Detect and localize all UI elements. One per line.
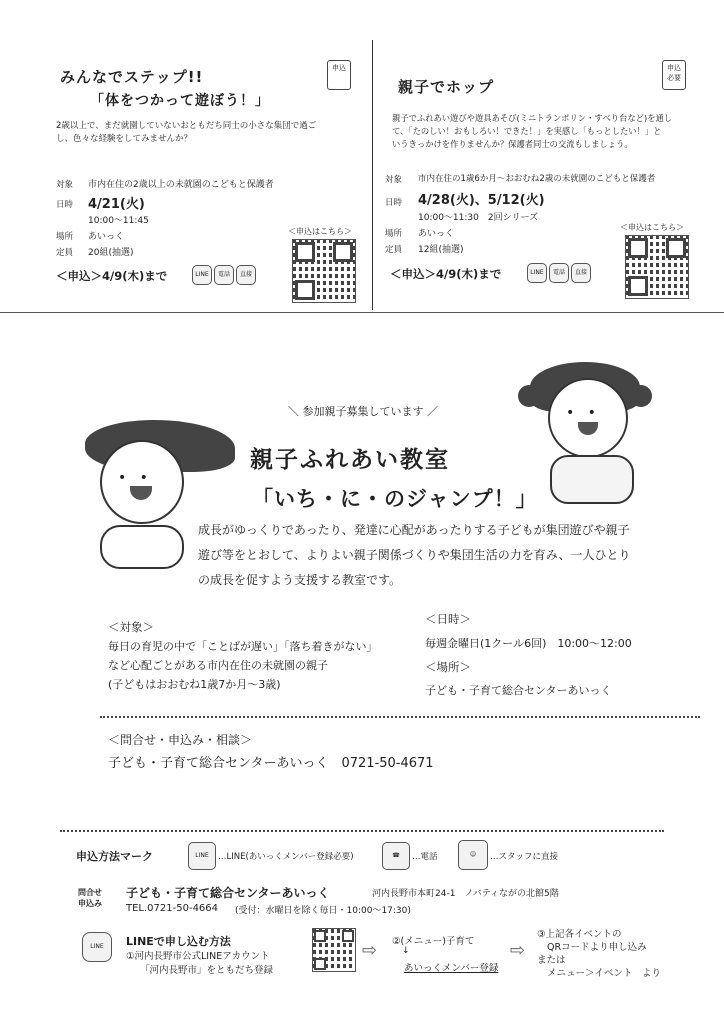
left-qr-code-icon[interactable]	[292, 239, 356, 303]
right-place-value: あいっく	[418, 229, 455, 239]
right-time-value: 10:00～11:30 2回シリーズ	[418, 213, 539, 223]
left-capacity-value: 20組(抽選)	[88, 248, 134, 258]
center-tel: TEL.0721-50-4664	[126, 903, 219, 914]
contact-tag: 問合せ 申込み	[78, 888, 102, 908]
right-capacity-label: 定員	[385, 245, 403, 255]
line-mark-icon: LINE	[527, 263, 547, 283]
right-event-description: 親子でふれあい遊びや遊具あそび(ミニトランポリン・すべり台など)を通し て、「たのしい！おもしろい！できた！」を実感し「もっとしたい！」と いうきっかけを作りませんか？保護者同士の交流もしましょう。	[392, 113, 673, 149]
schedule-heading: ＜日時＞	[425, 612, 471, 626]
phone-mark-icon: 電話	[214, 265, 234, 285]
left-place-value: あいっく	[88, 232, 125, 242]
arrow-down-icon: ↓	[402, 946, 410, 956]
tel-mark-description: …電話	[412, 852, 438, 862]
left-date-value: 4/21(火)	[88, 197, 145, 212]
left-event-description: 2歳以上で、まだ就園していないおともだち同士の小さな集団で過ご し、色々な経験をしてみませんか？	[56, 121, 317, 144]
staff-mark-icon: 直接	[236, 265, 256, 285]
center-name: 子ども・子育て総合センターあいっく	[126, 886, 330, 900]
staff-mark-description: …スタッフに直接	[490, 852, 559, 862]
right-target-value: 市内在住の1歳6か月～おおむね2歳の未就園のこどもと保護者	[418, 174, 656, 184]
schedule-text: 毎週金曜日(1クール6回) 10:00～12:00	[425, 637, 632, 650]
staff-mark-icon: ☺	[458, 840, 488, 870]
left-deadline: ＜申込＞4/9(木)まで	[56, 269, 168, 283]
line-method-heading: LINEで申し込む方法	[126, 935, 231, 948]
apply-badge: 申込	[327, 60, 351, 90]
arrow-icon: ⇨	[362, 940, 378, 961]
left-time-value: 10:00～11:45	[88, 216, 149, 226]
classroom-title: 親子ふれあい教室	[250, 447, 450, 473]
right-target-label: 対象	[385, 175, 403, 185]
center-hours: (受付：水曜日を除く毎日・10:00～17:30)	[235, 906, 411, 916]
section-divider	[0, 312, 724, 313]
dotted-divider	[100, 716, 700, 718]
line-step2b: あいっくメンバー登録	[404, 963, 499, 974]
line-mark-icon: LINE	[192, 265, 212, 285]
classroom-subtitle: 「いち・に・のジャンプ！」	[252, 487, 538, 511]
center-address: 河内長野市本町24-1 ノバティながの北館5階	[372, 889, 559, 899]
target-details: 毎日の育児の中で「ことばが遅い」「落ち着きがない」 など心配ごとがある市内在住の未就園の親子 (子どもはおおむね1歳7か月～3歳)	[108, 640, 378, 691]
apply-required-badge: 申込 必要	[662, 60, 686, 90]
line-step2a: ②(メニュー)子育て	[392, 936, 475, 947]
arrow-icon: ⇨	[510, 940, 526, 961]
left-target-label: 対象	[56, 180, 74, 190]
right-place-label: 場所	[385, 229, 403, 239]
left-qr-label: ＜申込はこちら＞	[288, 227, 352, 236]
line-app-icon: LINE	[82, 932, 112, 962]
place-text: 子ども・子育て総合センターあいっく	[425, 684, 612, 697]
dotted-divider	[60, 830, 664, 832]
column-divider	[372, 40, 373, 310]
contact-text: 子ども・子育て総合センターあいっく 0721-50-4671	[108, 756, 434, 771]
apply-method-mark-label: 申込方法マーク	[76, 850, 153, 863]
contact-heading: ＜問合せ・申込み・相談＞	[108, 733, 253, 747]
phone-mark-icon: ☎	[382, 842, 410, 870]
right-qr-code-icon[interactable]	[625, 235, 689, 299]
right-capacity-value: 12組(抽選)	[418, 245, 464, 255]
right-deadline: ＜申込＞4/9(木)まで	[390, 267, 502, 281]
left-event-subtitle: 「体をつかって遊ぼう！」	[90, 93, 270, 109]
left-date-label: 日時	[56, 200, 74, 210]
left-target-value: 市内在住の2歳以上の未就園のこどもと保護者	[88, 180, 274, 190]
recruit-banner: ＼ 参加親子募集しています ／	[288, 405, 438, 418]
left-place-label: 場所	[56, 232, 74, 242]
line-mark-description: …LINE(あいっくメンバー登録必要)	[218, 852, 354, 862]
right-date-label: 日時	[385, 198, 403, 208]
left-capacity-label: 定員	[56, 248, 74, 258]
place-heading: ＜場所＞	[425, 660, 471, 674]
right-qr-label: ＜申込はこちら＞	[620, 223, 684, 232]
right-date-value: 4/28(火)、5/12(火)	[418, 193, 545, 208]
line-qr-code-icon[interactable]	[312, 928, 356, 972]
target-heading: ＜対象＞	[108, 620, 154, 634]
line-mark-icon: LINE	[188, 842, 216, 870]
phone-mark-icon: 電話	[549, 263, 569, 283]
staff-mark-icon: 直接	[571, 263, 591, 283]
line-step3: ③上記各イベントの QRコードより申し込み または メニュー＞イベント より	[537, 929, 662, 979]
line-step1: ①河内長野市公式LINEアカウント 「河内長野市」をともだち登録	[126, 951, 274, 976]
left-event-title: みんなでステップ!!	[60, 68, 204, 86]
right-event-title: 親子でホップ	[398, 78, 495, 96]
classroom-description: 成長がゆっくりであったり、発達に心配があったりする子どもが集団遊びや親子 遊び等をとおして、よりよい親子関係づくりや集団生活の力を育み、一人ひとり の成長を促すよう支援する教室です。	[198, 523, 631, 587]
